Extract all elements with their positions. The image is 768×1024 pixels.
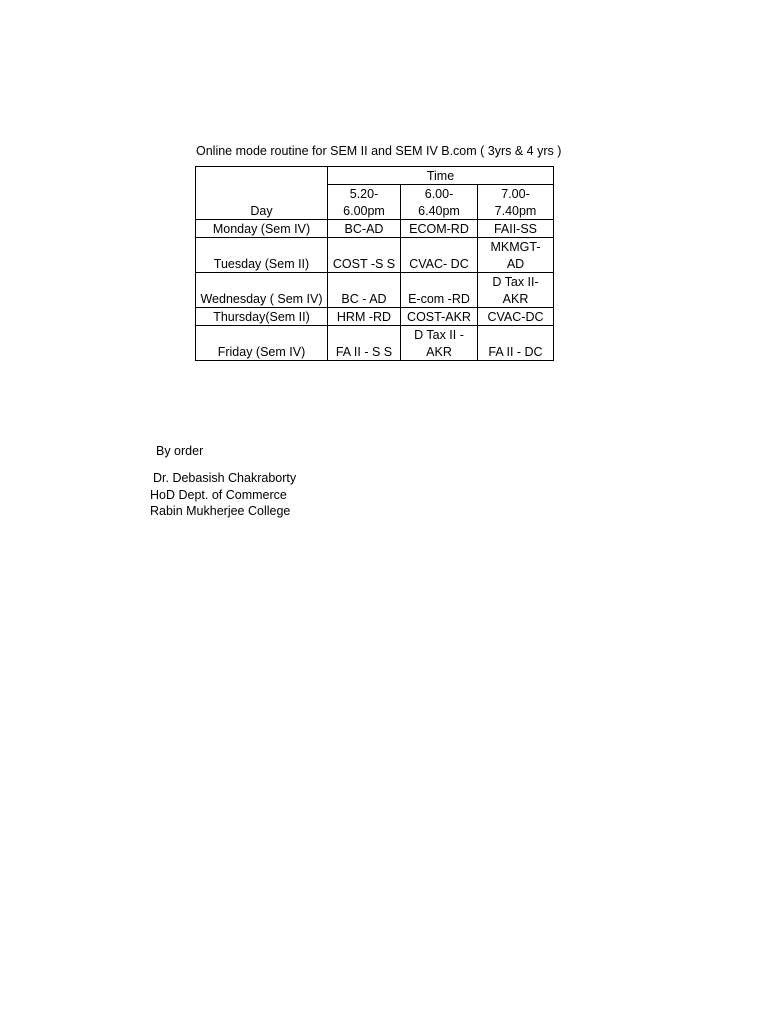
slot-cell: CVAC- DC — [401, 238, 478, 273]
table-header-row — [196, 167, 554, 185]
slot-cell: BC-AD — [328, 220, 401, 238]
slot-cell: D Tax II- AKR — [478, 273, 554, 308]
slot-cell: HRM -RD — [328, 308, 401, 326]
signatory-name: Dr. Debasish Chakraborty — [153, 471, 297, 485]
time-slot-1: 5.20- 6.00pm — [328, 185, 401, 220]
day-cell: Monday (Sem IV) — [196, 220, 328, 238]
table-row — [196, 326, 554, 361]
table-row — [196, 273, 554, 308]
routine-title: Online mode routine for SEM II and SEM IV B.com ( 3yrs & 4 yrs ) — [196, 144, 562, 158]
time-header: Time — [328, 167, 554, 185]
table-subheader-row — [196, 185, 554, 220]
slot-cell: FAII-SS — [478, 220, 554, 238]
day-cell: Tuesday (Sem II) — [196, 238, 328, 273]
routine-table — [195, 166, 554, 361]
day-cell: Thursday(Sem II) — [196, 308, 328, 326]
slot-cell: FA II - DC — [478, 326, 554, 361]
slot-cell: COST-AKR — [401, 308, 478, 326]
header-corner-cell — [196, 167, 328, 185]
slot-cell: CVAC-DC — [478, 308, 554, 326]
slot-cell: BC - AD — [328, 273, 401, 308]
slot-cell: E-com -RD — [401, 273, 478, 308]
day-cell: Wednesday ( Sem IV) — [196, 273, 328, 308]
time-slot-3: 7.00- 7.40pm — [478, 185, 554, 220]
slot-cell: ECOM-RD — [401, 220, 478, 238]
slot-cell: D Tax II - AKR — [401, 326, 478, 361]
college-name: Rabin Mukherjee College — [150, 504, 291, 518]
time-slot-2: 6.00- 6.40pm — [401, 185, 478, 220]
table-row — [196, 238, 554, 273]
table-row — [196, 220, 554, 238]
slot-cell: FA II - S S — [328, 326, 401, 361]
signatory-designation: HoD Dept. of Commerce — [150, 488, 287, 502]
by-order-text: By order — [156, 444, 204, 458]
table-row — [196, 308, 554, 326]
day-cell: Friday (Sem IV) — [196, 326, 328, 361]
slot-cell: COST -S S — [328, 238, 401, 273]
slot-cell: MKMGT- AD — [478, 238, 554, 273]
day-header: Day — [196, 185, 328, 220]
